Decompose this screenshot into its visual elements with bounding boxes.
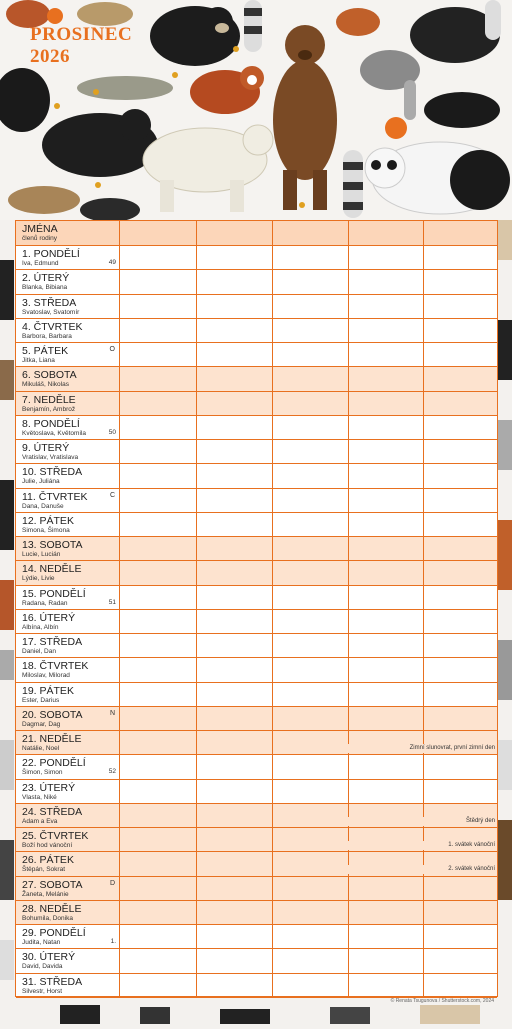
moon-phase-icon: N (109, 709, 115, 717)
column-divider (196, 852, 197, 875)
column-divider (196, 683, 197, 706)
day-row (16, 974, 497, 998)
day-cell (16, 513, 120, 536)
column-divider (348, 464, 349, 487)
column-divider (196, 974, 197, 997)
name-day: Albína, Albín (22, 623, 59, 631)
column-divider (348, 949, 349, 972)
column-divider (196, 440, 197, 463)
day-row (16, 586, 497, 610)
name-day: Vlasta, Niké (22, 793, 57, 801)
column-divider (196, 634, 197, 657)
day-cell (16, 634, 120, 657)
column-divider (272, 246, 273, 269)
column-divider (348, 319, 349, 342)
moon-phase-icon: D (109, 879, 115, 887)
column-divider (272, 343, 273, 366)
day-cell (16, 392, 120, 415)
column-divider (423, 537, 424, 560)
column-divider (423, 755, 424, 778)
column-divider (272, 464, 273, 487)
column-divider (348, 513, 349, 536)
column-divider (196, 707, 197, 730)
name-day: Bohumila, Donika (22, 914, 73, 922)
name-day: Iva, Edmund (22, 260, 59, 267)
column-divider (272, 755, 273, 778)
column-divider (272, 270, 273, 293)
name-day: Radana, Radan (22, 599, 68, 607)
day-cell (16, 877, 120, 900)
day-label: 4. ČTVRTEK (22, 320, 83, 333)
day-row (16, 392, 497, 416)
day-row (16, 683, 497, 707)
day-row (16, 804, 497, 828)
column-divider (348, 221, 349, 245)
day-cell (16, 658, 120, 681)
column-divider (423, 343, 424, 366)
column-divider (272, 828, 273, 851)
column-divider (196, 828, 197, 851)
day-label: 28. NEDĚLE (22, 902, 82, 915)
day-label: 31. STŘEDA (22, 975, 83, 988)
column-divider (272, 658, 273, 681)
day-row (16, 877, 497, 901)
column-divider (423, 877, 424, 900)
week-number: 49 (108, 259, 116, 266)
day-row (16, 513, 497, 537)
column-divider (348, 295, 349, 318)
day-label: 5. PÁTEK (22, 345, 69, 357)
name-day: Květoslava, Květomila (22, 429, 86, 437)
day-row (16, 537, 497, 561)
day-row (16, 295, 497, 319)
day-cell (16, 949, 120, 972)
column-divider (196, 610, 197, 633)
column-divider (348, 561, 349, 584)
holiday-label: 2. svátek vánoční (448, 866, 495, 873)
day-cell (16, 731, 120, 754)
column-divider (196, 392, 197, 415)
day-cell (16, 319, 120, 342)
column-divider (272, 925, 273, 948)
column-divider (272, 440, 273, 463)
day-cell (16, 925, 120, 948)
column-divider (272, 416, 273, 439)
column-divider (348, 416, 349, 439)
day-row (16, 828, 497, 852)
day-cell (16, 852, 120, 875)
right-border-art (497, 220, 512, 1000)
column-divider (196, 925, 197, 948)
column-divider (423, 974, 424, 997)
name-day: Dagmar, Dag (22, 720, 61, 728)
column-divider (196, 780, 197, 803)
column-divider (272, 319, 273, 342)
column-divider (423, 416, 424, 439)
header-label: JMÉNA (22, 223, 58, 235)
column-divider (348, 707, 349, 730)
day-cell (16, 343, 120, 366)
column-divider (272, 221, 273, 245)
column-divider (272, 561, 273, 584)
name-day: Daniel, Dan (22, 648, 56, 655)
day-label: 15. PONDĚLÍ (22, 587, 86, 600)
column-divider (196, 561, 197, 584)
day-row (16, 949, 497, 973)
day-label: 23. ÚTERÝ (22, 781, 76, 794)
column-divider (196, 901, 197, 924)
column-divider (348, 489, 349, 512)
day-row (16, 416, 497, 440)
name-day: Jitka, Liana (22, 357, 55, 364)
column-divider (272, 295, 273, 318)
column-divider (196, 221, 197, 245)
column-divider (348, 974, 349, 997)
name-day: Blanka, Bibiana (22, 284, 68, 292)
day-cell (16, 537, 120, 560)
column-divider (423, 270, 424, 293)
column-divider (348, 537, 349, 560)
day-cell (16, 610, 120, 633)
bears-illustration (0, 0, 512, 220)
column-divider (196, 464, 197, 487)
column-divider (423, 367, 424, 390)
column-divider (196, 319, 197, 342)
day-label: 10. STŘEDA (22, 466, 83, 479)
day-row (16, 343, 497, 367)
column-divider (272, 949, 273, 972)
day-row (16, 440, 497, 464)
name-day: Adam a Eva (22, 817, 58, 825)
day-row (16, 464, 497, 488)
column-divider (348, 901, 349, 924)
day-cell (16, 367, 120, 390)
day-cell (16, 974, 120, 997)
day-label: 24. STŘEDA (22, 805, 83, 818)
name-day: Silvestr, Horst (22, 987, 63, 995)
column-divider (423, 925, 424, 948)
day-label: 17. STŘEDA (22, 636, 83, 648)
name-day: Natálie, Noel (22, 745, 60, 752)
left-art-svg (0, 220, 15, 1000)
left-border-art (0, 220, 15, 1000)
day-row (16, 270, 497, 294)
week-number: 51 (108, 598, 116, 606)
week-number: 50 (108, 428, 116, 436)
column-divider (196, 804, 197, 827)
column-divider (348, 658, 349, 681)
day-row (16, 634, 497, 658)
name-day: Štěpán, Sokrat (22, 866, 65, 874)
column-divider (423, 440, 424, 463)
column-divider (423, 707, 424, 730)
column-divider (272, 974, 273, 997)
name-day: Vratislav, Vratislava (22, 454, 79, 461)
name-day: Ester, Darius (22, 696, 60, 704)
header-name-cell (16, 221, 120, 245)
name-day: David, Davida (22, 963, 63, 971)
column-divider (423, 464, 424, 487)
column-divider (348, 246, 349, 269)
day-label: 16. ÚTERÝ (22, 611, 76, 624)
day-cell (16, 440, 120, 463)
column-divider (423, 221, 424, 245)
day-row (16, 707, 497, 731)
day-row (16, 561, 497, 585)
name-day: Barbora, Barbara (22, 332, 72, 340)
day-label: 22. PONDĚLÍ (22, 757, 86, 770)
day-row (16, 852, 497, 876)
name-day: Mikuláš, Nikolas (22, 381, 69, 389)
column-divider (272, 489, 273, 512)
column-divider (272, 731, 273, 754)
day-cell (16, 755, 120, 778)
calendar-title (30, 24, 132, 68)
moon-phase-icon: C (109, 491, 115, 499)
day-label: 7. NEDĚLE (22, 393, 76, 406)
family-calendar-table (15, 220, 498, 997)
name-day: Žaneta, Melánie (22, 890, 69, 898)
column-divider (272, 877, 273, 900)
name-day: Dana, Danuše (22, 502, 64, 510)
day-row (16, 901, 497, 925)
name-day: Svatoslav, Svatomír (22, 308, 80, 316)
column-divider (348, 270, 349, 293)
column-divider (196, 367, 197, 390)
day-label: 8. PONDĚLÍ (22, 417, 80, 430)
column-divider (348, 440, 349, 463)
day-row (16, 610, 497, 634)
column-divider (348, 925, 349, 948)
day-cell (16, 586, 120, 609)
column-divider (196, 731, 197, 754)
column-divider (423, 610, 424, 633)
day-cell (16, 780, 120, 803)
table-header-row (16, 221, 497, 246)
day-row (16, 658, 497, 682)
column-divider (348, 367, 349, 390)
column-divider (423, 949, 424, 972)
column-divider (423, 489, 424, 512)
day-cell (16, 464, 120, 487)
column-divider (423, 658, 424, 681)
day-label: 11. ČTVRTEK (22, 490, 88, 503)
column-divider (196, 877, 197, 900)
day-label: 29. PONDĚLÍ (22, 927, 86, 939)
day-row (16, 780, 497, 804)
day-cell (16, 804, 120, 827)
day-label: 27. SOBOTA (22, 878, 83, 891)
column-divider (196, 295, 197, 318)
column-divider (423, 319, 424, 342)
week-number: 1. (110, 938, 116, 945)
column-divider (196, 537, 197, 560)
column-divider (272, 537, 273, 560)
day-cell (16, 561, 120, 584)
day-label: 12. PÁTEK (22, 514, 74, 527)
week-number: 52 (108, 768, 116, 776)
column-divider (272, 852, 273, 875)
day-cell (16, 901, 120, 924)
column-divider (272, 707, 273, 730)
column-divider (196, 489, 197, 512)
column-divider (348, 755, 349, 778)
day-label: 14. NEDĚLE (22, 563, 82, 576)
copyright-text: © Renata Tsugunova / Shutterstock.com, 2024 (390, 998, 494, 1004)
name-day: Lýdie, Livie (22, 575, 55, 583)
day-label: 2. ÚTERÝ (22, 272, 70, 285)
day-cell (16, 246, 120, 269)
column-divider (423, 246, 424, 269)
column-divider (196, 513, 197, 536)
column-divider (272, 780, 273, 803)
day-label: 20. SOBOTA (22, 708, 83, 721)
day-cell (16, 489, 120, 512)
column-divider (196, 755, 197, 778)
day-cell (16, 295, 120, 318)
column-divider (423, 561, 424, 584)
column-divider (423, 780, 424, 803)
column-divider (272, 392, 273, 415)
name-day: Simona, Šimona (22, 526, 70, 534)
day-row (16, 489, 497, 513)
day-row (16, 367, 497, 391)
day-cell (16, 416, 120, 439)
day-cell (16, 683, 120, 706)
column-divider (196, 270, 197, 293)
column-divider (423, 513, 424, 536)
name-day: Benjamín, Ambrož (22, 405, 76, 413)
column-divider (272, 804, 273, 827)
holiday-label: 1. svátek vánoční (448, 842, 495, 848)
column-divider (348, 877, 349, 900)
column-divider (196, 416, 197, 439)
column-divider (348, 586, 349, 609)
column-divider (423, 901, 424, 924)
day-cell (16, 270, 120, 293)
column-divider (423, 295, 424, 318)
name-day: Lucie, Lucián (22, 551, 61, 558)
day-label: 19. PÁTEK (22, 684, 74, 697)
column-divider (196, 343, 197, 366)
holiday-label: Štědrý den (465, 817, 495, 824)
day-label: 9. ÚTERÝ (22, 442, 70, 454)
column-divider (272, 586, 273, 609)
column-divider (348, 634, 349, 657)
column-divider (272, 901, 273, 924)
day-cell (16, 707, 120, 730)
day-label: 30. ÚTERÝ (22, 951, 76, 964)
day-label: 21. NEDĚLE (22, 733, 82, 745)
day-label: 3. STŘEDA (22, 296, 77, 309)
column-divider (196, 586, 197, 609)
column-divider (348, 610, 349, 633)
column-divider (423, 586, 424, 609)
day-label: 1. PONDĚLÍ (22, 248, 80, 260)
name-day: Judita, Natan (22, 939, 61, 946)
column-divider (272, 610, 273, 633)
column-divider (348, 683, 349, 706)
column-divider (272, 683, 273, 706)
month-label: PROSINEC (30, 24, 133, 45)
day-row (16, 731, 497, 755)
column-divider (348, 392, 349, 415)
header-sublabel: členů rodiny (22, 235, 58, 242)
name-day: Boží hod vánoční (22, 842, 73, 849)
column-divider (423, 634, 424, 657)
day-cell (16, 828, 120, 851)
day-label: 25. ČTVRTEK (22, 830, 89, 842)
column-divider (196, 246, 197, 269)
column-divider (196, 949, 197, 972)
column-divider (272, 367, 273, 390)
column-divider (423, 392, 424, 415)
column-divider (272, 513, 273, 536)
name-day: Julie, Juliána (22, 478, 60, 486)
year-label: 2026 (30, 46, 70, 67)
column-divider (272, 634, 273, 657)
day-label: 6. SOBOTA (22, 369, 77, 382)
column-divider (348, 780, 349, 803)
day-rows (16, 246, 497, 998)
moon-phase-icon: O (109, 346, 115, 353)
day-label: 13. SOBOTA (22, 539, 83, 551)
name-day: Šimon, Simon (22, 769, 63, 777)
day-label: 26. PÁTEK (22, 854, 74, 867)
name-day: Miloslav, Milorad (22, 672, 70, 680)
column-divider (423, 683, 424, 706)
column-divider (196, 658, 197, 681)
day-row (16, 755, 497, 779)
day-row (16, 925, 497, 949)
holiday-label: Zimní slunovrat, první zimní den (409, 745, 495, 751)
day-row (16, 319, 497, 343)
day-label: 18. ČTVRTEK (22, 660, 89, 673)
right-art-svg (497, 220, 512, 1000)
column-divider (348, 343, 349, 366)
day-row (16, 246, 497, 270)
